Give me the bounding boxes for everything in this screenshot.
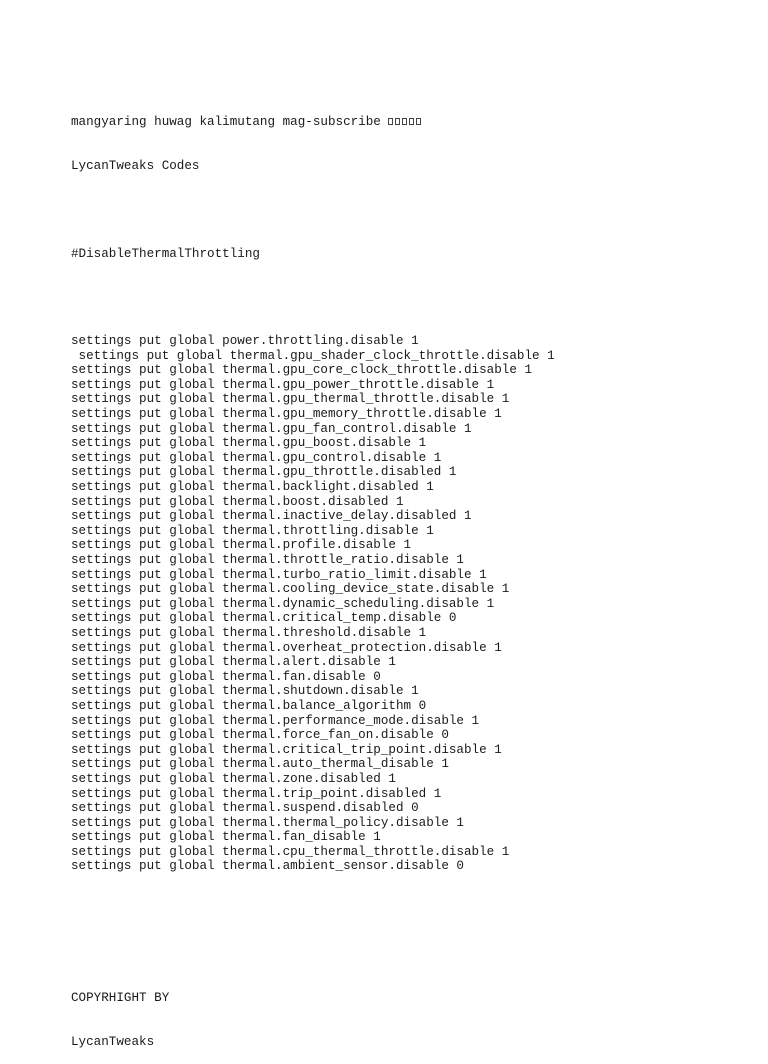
command-line: settings put global thermal.fan_disable 1 <box>71 830 381 845</box>
command-line: settings put global thermal.critical_temp.disable 0 <box>71 611 457 626</box>
command-line: settings put global thermal.ambient_sensor.disable 0 <box>71 859 464 874</box>
spacer <box>71 903 751 918</box>
command-line: settings put global thermal.performance_mode.disable 1 <box>71 713 480 728</box>
command-line: settings put global thermal.trip_point.disabled 1 <box>71 786 442 801</box>
command-line: settings put global thermal.force_fan_on.disable 0 <box>71 728 449 743</box>
command-line: settings put global thermal.critical_trip_point.disable 1 <box>71 742 502 757</box>
command-line: settings put global thermal.boost.disabled 1 <box>71 494 404 509</box>
intro-text: mangyaring huwag kalimutang mag-subscribe <box>71 115 381 130</box>
command-line: settings put global thermal.throttling.disable 1 <box>71 523 434 538</box>
command-line: settings put global thermal.auto_thermal_disable 1 <box>71 757 449 772</box>
command-line: settings put global thermal.backlight.disabled 1 <box>71 480 434 495</box>
intro-line <box>71 115 751 130</box>
document-title: LycanTweaks Codes <box>71 158 200 173</box>
command-list <box>71 334 751 874</box>
missing-glyph-icon <box>402 118 407 125</box>
command-line: settings put global thermal.cooling_device_state.disable 1 <box>71 582 510 597</box>
command-line: settings put global thermal.gpu_fan_control.disable 1 <box>71 421 472 436</box>
spacer <box>71 947 751 962</box>
missing-glyph-icon <box>388 118 393 125</box>
missing-glyph-icon <box>409 118 414 125</box>
command-line: settings put global thermal.shutdown.disable 1 <box>71 684 419 699</box>
section-hashtag: #DisableThermalThrottling <box>71 246 260 261</box>
command-line: settings put global thermal.gpu_power_throttle.disable 1 <box>71 377 495 392</box>
command-line: settings put global thermal.gpu_core_clock_throttle.disable 1 <box>71 363 533 378</box>
command-line: settings put global thermal.alert.disable 1 <box>71 655 396 670</box>
spacer <box>71 290 751 305</box>
command-line: settings put global thermal.cpu_thermal_throttle.disable 1 <box>71 844 510 859</box>
document-body <box>71 86 751 1064</box>
command-line: settings put global power.throttling.disable 1 <box>71 334 419 349</box>
command-line: settings put global thermal.gpu_shader_clock_throttle.disable 1 <box>71 348 555 363</box>
command-line: settings put global thermal.overheat_protection.disable 1 <box>71 640 502 655</box>
copyright-author: LycanTweaks <box>71 1034 155 1049</box>
spacer <box>71 203 751 218</box>
command-line: settings put global thermal.gpu_thermal_throttle.disable 1 <box>71 392 510 407</box>
command-line: settings put global thermal.threshold.disable 1 <box>71 625 427 640</box>
command-line: settings put global thermal.gpu_throttle.disabled 1 <box>71 465 457 480</box>
command-line: settings put global thermal.thermal_policy.disable 1 <box>71 815 464 830</box>
missing-glyph-icons <box>388 115 423 129</box>
missing-glyph-icon <box>395 118 400 125</box>
command-line: settings put global thermal.inactive_delay.disabled 1 <box>71 509 472 524</box>
command-line: settings put global thermal.dynamic_scheduling.disable 1 <box>71 596 495 611</box>
command-line: settings put global thermal.profile.disable 1 <box>71 538 412 553</box>
command-line: settings put global thermal.zone.disabled 1 <box>71 771 396 786</box>
command-line: settings put global thermal.fan.disable 0 <box>71 669 381 684</box>
command-line: settings put global thermal.turbo_ratio_limit.disable 1 <box>71 567 487 582</box>
command-line: settings put global thermal.throttle_ratio.disable 1 <box>71 553 464 567</box>
command-line: settings put global thermal.suspend.disabled 0 <box>71 801 419 816</box>
command-line: settings put global thermal.gpu_control.disable 1 <box>71 450 442 465</box>
command-line: settings put global thermal.gpu_boost.disable 1 <box>71 436 427 451</box>
copyright-label: COPYRHIGHT BY <box>71 990 170 1005</box>
missing-glyph-icon <box>416 118 421 125</box>
command-line: settings put global thermal.gpu_memory_throttle.disable 1 <box>71 407 502 422</box>
command-line: settings put global thermal.balance_algorithm 0 <box>71 698 427 713</box>
